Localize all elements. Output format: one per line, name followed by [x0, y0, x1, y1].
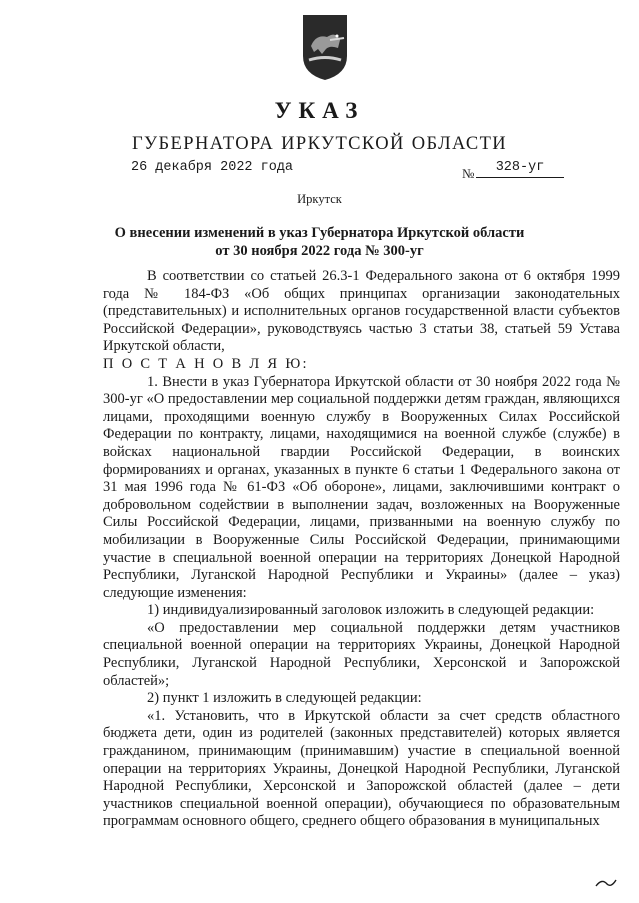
subitem-2-paragraph: 2) пункт 1 изложить в следующей редакции:: [147, 690, 422, 707]
preamble-paragraph: В соответствии со статьей 26.3-1 Федерального закона от 6 октября 1999 года № 184-ФЗ «Об общих принципах организации законодательных (представительных) и исполнительных органов государственной власти субъектов Российской Федерации», руководствуясь частью 3 статьи 38, статьей 59 Устава Иркутской области,: [103, 268, 620, 355]
decree-title: УКАЗ: [274, 98, 365, 123]
document-heading: [90, 225, 549, 260]
handwritten-mark: [594, 876, 618, 890]
document-heading-line-1: О внесении изменений в указ Губернатора Иркутской области: [114, 225, 525, 241]
item-1-paragraph: 1. Внести в указ Губернатора Иркутской области от 30 ноября 2022 года № 300-уг «О предоставлении мер социальной поддержки детям граждан, являющихся лицами, проходящими военную службу в Вооруженных Силах Российской Федерации по контракту, лицами, находящимися на военной службе (службе) в войсках национальной гвардии Российской Федерации, в воинских формированиях и органах, указанных в пункте 6 статьи 1 Федерального закона от 31 мая 1996 года № 61-ФЗ «Об обороне», лицами, заключившими контракт о добровольном содействии в выполнении задач, возложенных на Вооруженные Силы Российской Федерации, лицами, призванными на военную службу по мобилизации в Вооруженные Силы Российской Федерации, принимающими участие в специальной военной операции на территориях Донецкой Народной Республики, Луганской Народной Республики и Украины» (далее – указ) следующие изменения:: [103, 373, 620, 601]
coat-of-arms-icon: [300, 12, 350, 82]
decree-date: 26 декабря 2022 года: [131, 160, 294, 175]
document-heading-line-2: от 30 ноября 2022 года № 300-уг: [215, 242, 424, 259]
number-sign: №: [462, 166, 475, 181]
decree-body: [103, 268, 620, 831]
subitem-1-paragraph: 1) индивидуализированный заголовок изложить в следующей редакции:: [147, 602, 595, 619]
decree-city: Иркутск: [297, 192, 342, 206]
quoted-title-paragraph: «О предоставлении мер социальной поддержки детям участников специальной военной операции на территориях Украины, Донецкой Народной Республики, Луганской Народной Республики, Херсонской и Запорожской областей»;: [103, 619, 620, 689]
decree-number: 328-уг: [476, 160, 564, 178]
decree-subtitle: ГУБЕРНАТОРА ИРКУТСКОЙ ОБЛАСТИ: [131, 134, 508, 154]
resolve-line: П О С Т А Н О В Л Я Ю:: [103, 355, 309, 372]
quoted-clause-paragraph: «1. Установить, что в Иркутской области за счет средств областного бюджета дети, один из родителей (законных представителей) которых является гражданином, принимающим (принимавшим) участие в специальной военной операции на территориях Украины, Донецкой Народной Республики, Луганской Народной Республики, Херсонской и Запорожской областей (далее – дети участников специальной военной операции), обучающиеся по образовательным программам основного общего, среднего общего образования в муниципальных: [103, 707, 620, 830]
